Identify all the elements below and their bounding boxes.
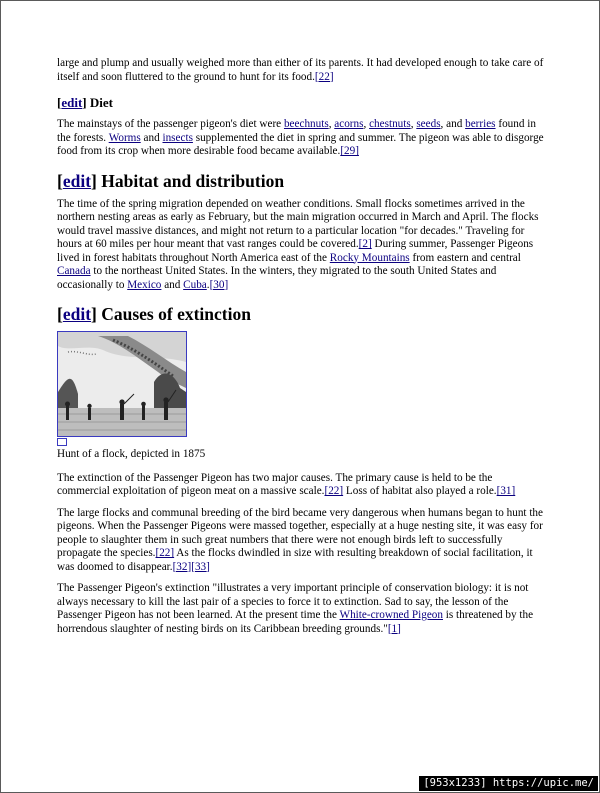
extinction-p2-text-2: As the flocks dwindled in size with resulting breakdown of social facilitation, it was doomed to disappear. [57,547,533,573]
diet-text-1: The mainstays of the passenger pigeon's diet were [57,118,284,130]
berries-link[interactable]: berries [465,118,496,130]
edit-extinction-link[interactable]: edit [62,304,92,324]
diet-text-3: and [140,131,163,144]
watermark: [953x1233] https://upic.me/ [419,776,598,791]
diet-paragraph: The mainstays of the passenger pigeon's diet were beechnuts, acorns, chestnuts, seeds, and berries found in the forests. Worms and insects supplemented the diet in spring and summer. The pigeon was able to disgorge food from its crop when more desirable food became available.[29] [57,118,544,157]
extinction-p3-text-1: The Passenger Pigeon's extinction "illustrates a very important principle of conservation biology: it is not always necessary to kill the last pair of a species to force it to extinction. Sad to say, the lesson of the Passenger Pigeon has not been learned. At the present time the [57,582,529,621]
figure-caption: Hunt of a flock, depicted in 1875 [57,448,206,460]
habitat-text-6: . [206,278,210,291]
beechnuts-link[interactable]: beechnuts [283,118,329,130]
extinction-p1-text-2: Loss of habitat also played a role. [343,485,497,497]
enlarge-icon[interactable] [57,438,67,446]
habitat-text-5: and [161,278,184,291]
article-body [57,57,545,644]
extinction-p1-text-1: The extinction of the Passenger Pigeon has two major causes. The primary cause is held to be the commercial exploitation of pigeon meat on a massive scale. [57,471,493,497]
citation-2[interactable]: [2] [358,238,372,250]
habitat-heading: [edit] Habitat and distribution [57,170,285,191]
diet-heading: [edit] Diet [57,95,113,110]
citation-22c[interactable]: [22] [155,547,175,559]
edit-diet-link[interactable]: edit [61,95,83,110]
rocky-mountains-link[interactable]: Rocky Mountains [329,251,410,264]
habitat-text-2: During summer, Passenger Pigeons lived in forest habitats throughout North America east of the [57,238,534,264]
extinction-p2-text-1: The large flocks and communal breeding of the bird became very dangerous when humans began to hunt the pigeons. When the Passenger Pigeons were massed together, especially at a huge nesting site, it was easy for people to slaughter them in such great numbers that there were not enough birds left to successfully propagate the species. [57,506,543,559]
cuba-link[interactable]: Cuba [183,278,207,291]
diet-heading-text: Diet [89,95,113,110]
insects-link[interactable]: insects [162,131,193,144]
mexico-link[interactable]: Mexico [127,278,162,291]
citation-29[interactable]: [29] [340,145,359,157]
edit-habitat-link[interactable]: edit [62,170,92,191]
acorns-link[interactable]: acorns [334,118,364,130]
diet-and-text: , and [440,118,466,130]
canada-link[interactable]: Canada [57,265,91,277]
white-crowned-pigeon-link[interactable]: White-crowned Pigeon [339,609,443,621]
habitat-text-1: The time of the spring migration depended on weather conditions. Small flocks sometimes arrived in the northern nesting areas as early as February, but the main migration occurred in March and April. The flocks would travel massive distances, and might not return to a particular location "for decades." Traveling for hours at 60 miles per hour meant that vast ranges could be covered. [57,197,539,250]
habitat-text-4: to the northeast United States. In the winters, they migrated to the south United States and occasionally to [57,265,497,291]
worms-link[interactable]: Worms [108,131,141,144]
citation-30[interactable]: [30] [209,278,229,291]
extinction-p3-text-2: is threatened by the horrendous slaughter of nesting birds on its Caribbean breeding grounds." [57,609,534,635]
diet-text-2: found in the forests. [57,118,536,144]
habitat-heading-text: Habitat and distribution [101,170,285,191]
extinction-heading: [edit] Causes of extinction [57,304,251,324]
hunt-figure [57,331,545,446]
extinction-paragraph-3 [57,582,545,636]
diet-text-4: supplemented the diet in spring and summer. The pigeon was able to disgorge food from its crop when more desirable food became available. [57,131,544,157]
citation-1[interactable]: [1] [387,622,401,635]
citation-31[interactable]: [31] [496,485,516,497]
habitat-text-3: from eastern and central [409,251,521,264]
habitat-paragraph [57,198,545,293]
citation-22[interactable]: [22] [314,70,334,83]
seeds-link[interactable]: seeds [416,118,441,130]
extinction-paragraph-2 [57,507,545,575]
extinction-heading-text: Causes of extinction [101,304,251,324]
citation-22b[interactable]: [22] [324,485,344,497]
extinction-paragraph-1 [57,472,545,499]
hunt-engraving-image [58,332,186,436]
intro-text: large and plump and usually weighed more than either of its parents. It had developed enough to take care of itself and soon fluttered to the ground to hunt for its food. [57,57,544,83]
chestnuts-link[interactable]: chestnuts [369,118,411,130]
intro-paragraph [57,57,545,84]
hunt-image-thumbnail[interactable] [57,331,187,437]
citation-32-33[interactable]: [32][33] [172,560,210,573]
